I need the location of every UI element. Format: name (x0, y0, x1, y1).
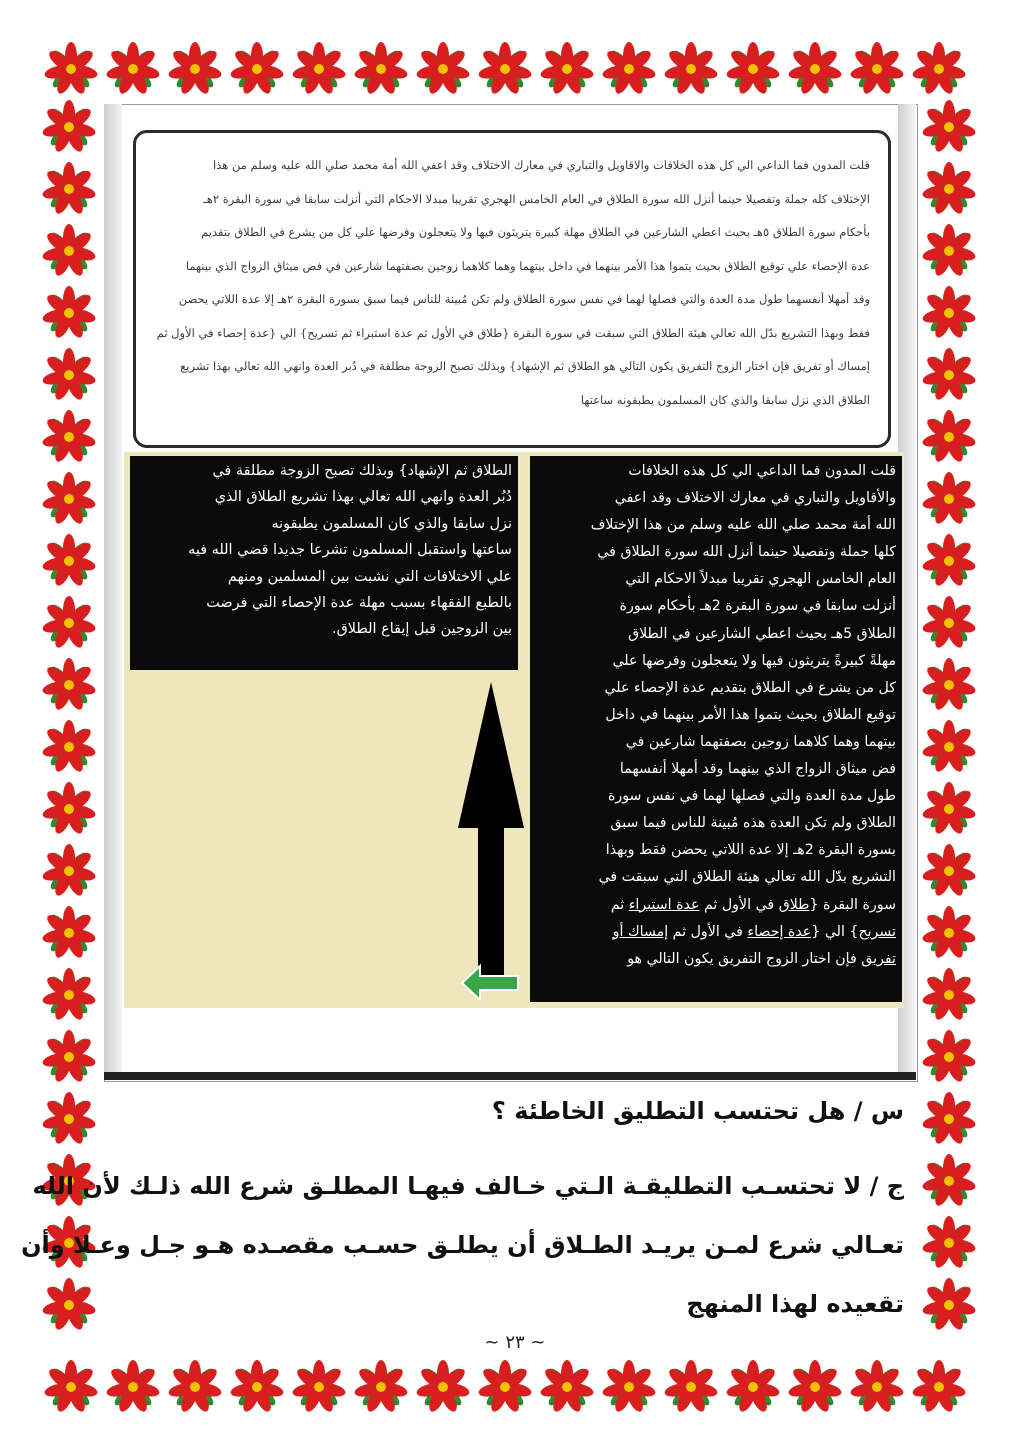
poinsettia-flower-icon (38, 716, 102, 778)
poinsettia-flower-icon (102, 38, 164, 100)
poinsettia-flower-icon (474, 38, 536, 100)
poinsettia-flower-icon (918, 902, 982, 964)
frame-bottom-edge (104, 1072, 916, 1080)
poinsettia-flower-icon (38, 1088, 102, 1150)
poinsettia-flower-icon (38, 840, 102, 902)
text-line: كلها جملة وتفصيلا حينما أنزل الله سورة الطلاق في (597, 544, 896, 561)
text-line: فض ميثاق الزواج الذي بينهما وقد أمهلا أنفسهما (619, 761, 896, 778)
poinsettia-flower-icon (38, 468, 102, 530)
poinsettia-flower-icon (350, 38, 412, 100)
poinsettia-flower-icon (918, 592, 982, 654)
poinsettia-flower-icon (784, 1356, 846, 1418)
poinsettia-flower-icon (474, 1356, 536, 1418)
text-segment: سورة البقرة { (809, 896, 896, 913)
text-line: الطلاق ولم تكن العدة هذه مُبينة للناس فيما سبق (610, 815, 896, 832)
poinsettia-flower-icon (38, 592, 102, 654)
poinsettia-flower-icon (164, 38, 226, 100)
underlined-term: إمساك أو (612, 923, 669, 940)
question-text: س / هل تحتسب التطليق الخاطئة ؟ (491, 1097, 904, 1125)
text-line: والأقاويل والتباري في معارك الاختلاف وقد اعفي (614, 490, 896, 507)
text-line: كل من يشرع في الطلاق بتقديم عدة الإحصاء علي (604, 679, 896, 696)
decorative-border-top (40, 38, 984, 104)
text-line: التشريع بدّل الله تعالي هيئة الطلاق التي سبقت في (598, 869, 896, 886)
poinsettia-flower-icon (784, 38, 846, 100)
text-line: الله أمة محمد صلي الله عليه وسلم من هذا الإختلاف (590, 517, 896, 534)
text-segment: فإن اختار الزوج التفريق يكون التالي هو (627, 950, 862, 967)
underlined-term: طلاق (778, 896, 810, 913)
poinsettia-flower-icon (660, 1356, 722, 1418)
text-line: الطلاق ثم الإشهاد} وبذلك تصبح الزوجة مطلقة في (212, 463, 512, 479)
scan-line: وقد أمهلا أنفسهما طول مدة العدة والتي فصلها لهما في نفس سورة الطلاق ولم تكن مُبينة للناس فيما سبق بسورة البقرة ٢هـ إلا عدة اللاتي يحضن (178, 292, 870, 306)
poinsettia-flower-icon (918, 406, 982, 468)
poinsettia-flower-icon (918, 530, 982, 592)
poinsettia-flower-icon (918, 158, 982, 220)
poinsettia-flower-icon (722, 38, 784, 100)
text-line (536, 919, 896, 946)
poinsettia-flower-icon (288, 1356, 350, 1418)
poinsettia-flower-icon (918, 840, 982, 902)
left-text-column (130, 456, 518, 670)
up-arrow (458, 682, 524, 990)
decorative-border-bottom (40, 1356, 984, 1422)
poinsettia-flower-icon (40, 38, 102, 100)
poinsettia-flower-icon (660, 38, 722, 100)
text-line: ساعتها واستقبل المسلمون تشرعا جديدا قضي الله فيه (188, 542, 512, 559)
answer-line: تقعيده لهذا المنهج (686, 1290, 904, 1318)
poinsettia-flower-icon (38, 530, 102, 592)
poinsettia-flower-icon (918, 344, 982, 406)
text-line: نزل سابقا والذي كان المسلمون يطبقونه (271, 515, 512, 532)
text-line: بين الزوجين قبل إيقاع الطلاق. (332, 621, 512, 638)
poinsettia-flower-icon (536, 1356, 598, 1418)
text-line: توقيع الطلاق بحيث يتموا هذا الأمر بينهما في داخل (605, 706, 896, 723)
text-line (536, 892, 896, 919)
poinsettia-flower-icon (38, 778, 102, 840)
scan-line: إمساك أو تفريق فإن اختار الزوج التفريق يكون التالي هو الطلاق ثم الإشهاد} وبذلك تصبح الزوجة مطلقة في دُبر العدة وانهي الله تعالي بهذا تشريع (180, 359, 870, 373)
poinsettia-flower-icon (288, 38, 350, 100)
poinsettia-flower-icon (38, 158, 102, 220)
poinsettia-flower-icon (38, 1274, 102, 1336)
poinsettia-flower-icon (846, 38, 908, 100)
poinsettia-flower-icon (38, 220, 102, 282)
poinsettia-flower-icon (918, 282, 982, 344)
poinsettia-flower-icon (40, 1356, 102, 1418)
answer-line: تعـالي شرع لمـن يريـد الطـلاق أن يطلـق حسـب مقصـده هـو جـل وعـلا وأن (21, 1231, 904, 1259)
poinsettia-flower-icon (536, 38, 598, 100)
poinsettia-flower-icon (102, 1356, 164, 1418)
poinsettia-flower-icon (908, 38, 970, 100)
underlined-term: تسريح (858, 923, 896, 940)
text-segment: في الأول ثم (668, 923, 748, 940)
text-line: قلت المدون فما الداعي الي كل هذه الخلافات (628, 463, 896, 479)
poinsettia-flower-icon (846, 1356, 908, 1418)
scan-line: قلت المدون فما الداعي الي كل هذه الخلافات والاقاويل والتباري في معارك الاختلاف وقد اعفي الله أمة محمد صلي الله عليه وسلم من هذا (213, 158, 870, 172)
poinsettia-flower-icon (226, 38, 288, 100)
poinsettia-flower-icon (412, 38, 474, 100)
text-segment: ثم (610, 896, 629, 913)
poinsettia-flower-icon (918, 1088, 982, 1150)
poinsettia-flower-icon (918, 654, 982, 716)
poinsettia-flower-icon (918, 964, 982, 1026)
text-line: مهلةً كبيرةً يتريثون فيها ولا يتعجلون وفرضها علي (612, 652, 896, 669)
continuation-arrow-graphic (456, 680, 526, 1000)
text-segment: في الأول ثم (699, 896, 779, 913)
text-line (536, 946, 896, 973)
poinsettia-flower-icon (226, 1356, 288, 1418)
poinsettia-flower-icon (38, 964, 102, 1026)
poinsettia-flower-icon (918, 1212, 982, 1274)
scan-line: عدة الإحصاء علي توقيع الطلاق بحيث يتموا هذا الأمر بينهما في داخل بيتهما وهما كلاهما زوجين بصفتهما شارعين في فض ميثاق الزواج الذي بينهما (185, 258, 870, 273)
text-line: بالطبع الفقهاء بسبب مهلة عدة الإحصاء التي فرضت (206, 595, 512, 612)
poinsettia-flower-icon (918, 96, 982, 158)
scan-line: فقط وبهذا التشريع بدّل الله تعالي هيئة الطلاق التي سبقت في سورة البقرة {طلاق في الأول ثم عدة استبراء ثم تسريح} الي {عدة إحصاء في الأول ثم (156, 325, 870, 340)
underlined-term: عدة استبراء (628, 896, 700, 913)
scan-line: الطلاق الذي نزل سابقا والذي كان المسلمون يطبقونه ساعتها (580, 392, 870, 407)
poinsettia-flower-icon (918, 778, 982, 840)
page-number: ~ ٢٣ ~ (484, 1332, 546, 1353)
scan-line: الإختلاف كله جملة وتفصيلا حينما أنزل الله سورة الطلاق في العام الخامس الهجري تقريبا مبدلا الاحكام التي أنزلت سابقا في سورة البقرة ٢هـ (203, 191, 870, 206)
text-line: بيتهما وهما كلاهما زوجين بصفتهما شارعين في (625, 733, 896, 750)
poinsettia-flower-icon (918, 1150, 982, 1212)
text-segment: } الي { (811, 923, 859, 940)
text-line: دُبُر العدة وانهي الله تعالي بهذا تشريع الطلاق الذي (214, 489, 512, 506)
poinsettia-flower-icon (908, 1356, 970, 1418)
poinsettia-flower-icon (38, 282, 102, 344)
answer-line: ج / لا تحتسـب التطليقـة الـتي خـالف فيهـا المطلـق شرع الله ذلـك لأن الله (32, 1172, 904, 1200)
text-line: الطلاق 5هـ بحيث اعطي الشارعين في الطلاق (628, 625, 896, 642)
text-line: العام الخامس الهجري تقريبا مبدلاً الاحكام التي (625, 571, 896, 588)
text-line: علي الاختلافات التي نشبت بين المسلمين ومنهم (227, 568, 512, 585)
poinsettia-flower-icon (412, 1356, 474, 1418)
poinsettia-flower-icon (38, 344, 102, 406)
scan-line: بأحكام سورة الطلاق ٥هـ بحيث اعطي الشارعين في الطلاق مهلة كبيرة يتريثون فيها ولا يتعجلون وفرضها علي كل من يشرع في الطلاق بتقديم (201, 225, 870, 239)
poinsettia-flower-icon (350, 1356, 412, 1418)
poinsettia-flower-icon (38, 902, 102, 964)
underlined-term: تفريق (861, 950, 896, 967)
poinsettia-flower-icon (918, 1274, 982, 1336)
poinsettia-flower-icon (918, 716, 982, 778)
scanned-handwritten-excerpt (133, 130, 891, 448)
text-line: بسورة البقرة 2هـ إلا عدة اللاتي يحضن فقط وبهذا (605, 842, 896, 859)
poinsettia-flower-icon (598, 38, 660, 100)
poinsettia-flower-icon (918, 1026, 982, 1088)
text-line: أنزلت سابقا في سورة البقرة 2هـ بأحكام سورة (619, 598, 896, 615)
poinsettia-flower-icon (38, 1026, 102, 1088)
decorative-border-right (918, 96, 984, 1364)
poinsettia-flower-icon (38, 96, 102, 158)
poinsettia-flower-icon (918, 468, 982, 530)
poinsettia-flower-icon (598, 1356, 660, 1418)
poinsettia-flower-icon (164, 1356, 226, 1418)
right-text-column (530, 456, 902, 1002)
poinsettia-flower-icon (918, 220, 982, 282)
underlined-term: عدة إحصاء (747, 923, 812, 940)
frame-shadow-left (104, 104, 122, 1072)
poinsettia-flower-icon (722, 1356, 784, 1418)
text-line: طول مدة العدة والتي فصلها لهما في نفس سورة (607, 788, 896, 805)
poinsettia-flower-icon (38, 654, 102, 716)
poinsettia-flower-icon (38, 406, 102, 468)
